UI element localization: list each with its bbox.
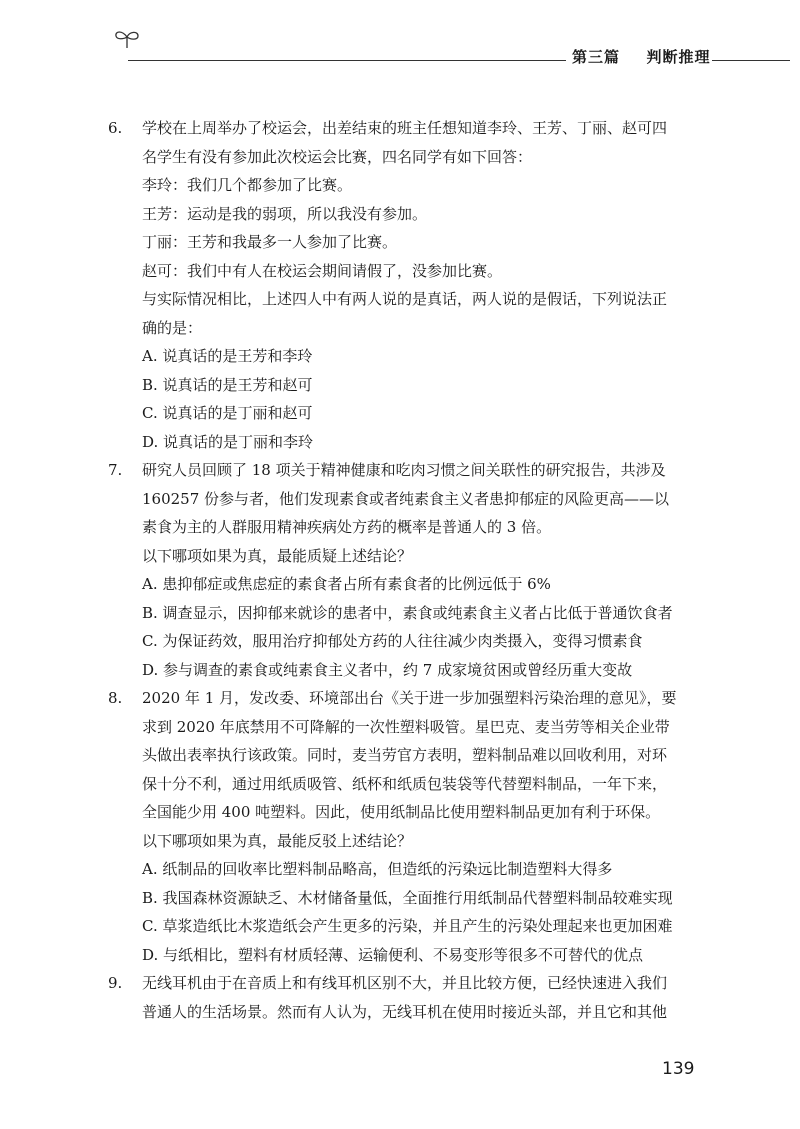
- question-number: 8.: [108, 689, 123, 707]
- question-text-line: 名学生有没有参加此次校运会比赛，四名同学有如下回答：: [142, 147, 533, 166]
- option-a: A. 纸制品的回收率比塑料制品略高，但造纸的污染远比制造塑料大得多: [142, 860, 613, 878]
- question-text-line: 2020 年 1 月，发改委、环境部出台《关于进一步加强塑料污染治理的意见》，要: [142, 689, 677, 707]
- option-d: D. 说真话的是丁丽和李玲: [142, 432, 314, 451]
- chapter-title: 判断推理: [646, 48, 711, 66]
- question-text-line: 素食为主的人群服用精神疾病处方药的概率是普通人的 3 倍。: [142, 518, 552, 536]
- question-prompt-line: 确的是：: [142, 318, 203, 337]
- option-c: C. 为保证药效，服用治疗抑郁处方药的人往往减少肉类摄入，变得习惯素食: [142, 632, 643, 650]
- question-number: 6.: [108, 119, 123, 137]
- question-list: [108, 114, 708, 1026]
- question-text-line: 全国能少用 400 吨塑料。因此，使用纸制品比使用塑料制品更加有利于环保。: [142, 803, 661, 821]
- statement-line: 李玲：我们几个都参加了比赛。: [142, 176, 353, 194]
- question-text-line: 头做出表率执行该政策。同时，麦当劳官方表明，塑料制品难以回收利用，对环: [142, 746, 668, 764]
- option-b: B. 调查显示，因抑郁来就诊的患者中，素食或纯素食主义者占比低于普通饮食者: [142, 603, 673, 622]
- question-prompt-line: 以下哪项如果为真，最能质疑上述结论？: [142, 546, 413, 565]
- question-7: [108, 456, 708, 684]
- option-a: A. 患抑郁症或焦虑症的素食者占所有素食者的比例远低于 6%: [142, 575, 551, 593]
- question-8: [108, 684, 708, 969]
- statement-line: 赵可：我们中有人在校运会期间请假了，没参加比赛。: [142, 261, 503, 280]
- header-rule-left: [128, 60, 566, 61]
- question-text-line: 求到 2020 年底禁用不可降解的一次性塑料吸管。星巴克、麦当劳等相关企业带: [142, 717, 670, 736]
- question-prompt-line: 与实际情况相比，上述四人中有两人说的是真话，两人说的是假话，下列说法正: [142, 290, 668, 308]
- header-rule-right: [712, 60, 790, 61]
- question-text-line: 无线耳机由于在音质上和有线耳机区别不大，并且比较方便，已经快速进入我们: [142, 974, 668, 992]
- option-c: C. 说真话的是丁丽和赵可: [142, 404, 313, 422]
- statement-line: 丁丽：王芳和我最多一人参加了比赛。: [142, 233, 398, 251]
- option-a: A. 说真话的是王芳和李玲: [142, 347, 313, 365]
- question-text-line: 普通人的生活场景。然而有人认为，无线耳机在使用时接近头部，并且它和其他: [142, 1002, 668, 1021]
- question-text-line: 保十分不利，通过用纸质吸管、纸杯和纸质包装袋等代替塑料制品，一年下来，: [142, 774, 668, 793]
- page-number: 139: [662, 1059, 695, 1079]
- statement-line: 王芳：运动是我的弱项，所以我没有参加。: [142, 204, 428, 223]
- question-text-line: 研究人员回顾了 18 项关于精神健康和吃肉习惯之间关联性的研究报告，共涉及: [142, 461, 666, 479]
- option-c: C. 草浆造纸比木浆造纸会产生更多的污染，并且产生的污染处理起来也更加困难: [142, 917, 673, 935]
- question-text-line: 160257 份参与者，他们发现素食或者纯素食主义者患抑郁症的风险更高——以: [142, 489, 670, 508]
- sprout-icon: [112, 28, 142, 50]
- question-number: 9.: [108, 974, 123, 992]
- option-b: B. 说真话的是王芳和赵可: [142, 375, 313, 394]
- question-prompt-line: 以下哪项如果为真，最能反驳上述结论？: [142, 831, 413, 850]
- section-label: 第三篇: [572, 48, 621, 66]
- option-d: D. 参与调查的素食或纯素食主义者中，约 7 成家境贫困或曾经历重大变故: [142, 660, 633, 679]
- question-6: [108, 114, 708, 456]
- option-b: B. 我国森林资源缺乏、木材储备量低，全面推行用纸制品代替塑料制品较难实现: [142, 888, 673, 907]
- page-header: [0, 0, 800, 80]
- section-title: [572, 46, 711, 67]
- question-9: [108, 969, 708, 1026]
- option-d: D. 与纸相比，塑料有材质轻薄、运输便利、不易变形等很多不可替代的优点: [142, 945, 644, 964]
- question-number: 7.: [108, 461, 123, 479]
- question-text-line: 学校在上周举办了校运会，出差结束的班主任想知道李玲、王芳、丁丽、赵可四: [142, 119, 668, 137]
